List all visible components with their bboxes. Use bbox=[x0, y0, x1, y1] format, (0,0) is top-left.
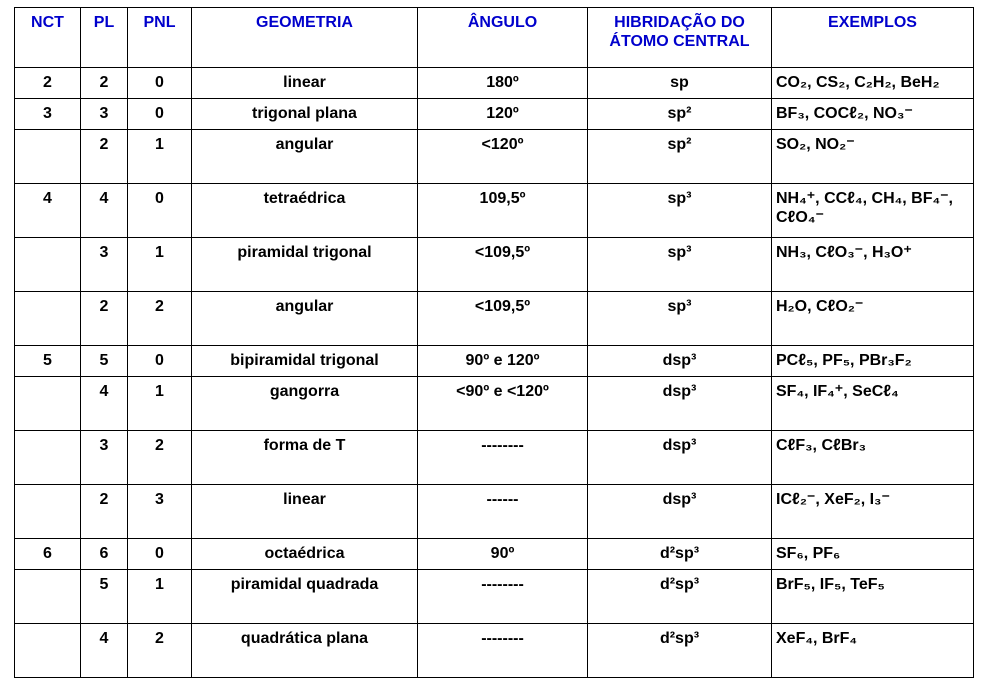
cell-nct bbox=[15, 570, 81, 624]
molecular-geometry-table bbox=[14, 7, 974, 678]
cell-angulo: <90º e <120º bbox=[418, 377, 588, 431]
cell-pnl: 0 bbox=[128, 184, 192, 238]
cell-nct bbox=[15, 238, 81, 292]
cell-exemplos: ICℓ₂⁻, XeF₂, I₃⁻ bbox=[772, 485, 974, 539]
table-row bbox=[15, 184, 974, 238]
cell-geometria: piramidal quadrada bbox=[192, 570, 418, 624]
cell-exemplos: H₂O, CℓO₂⁻ bbox=[772, 292, 974, 346]
cell-geometria: forma de T bbox=[192, 431, 418, 485]
cell-geometria: tetraédrica bbox=[192, 184, 418, 238]
cell-nct bbox=[15, 431, 81, 485]
cell-nct: 2 bbox=[15, 68, 81, 99]
cell-hibridacao: dsp³ bbox=[588, 485, 772, 539]
table-row bbox=[15, 570, 974, 624]
cell-nct bbox=[15, 624, 81, 678]
cell-angulo: ------ bbox=[418, 485, 588, 539]
cell-geometria: gangorra bbox=[192, 377, 418, 431]
cell-pl: 2 bbox=[81, 292, 128, 346]
cell-hibridacao: dsp³ bbox=[588, 346, 772, 377]
cell-geometria: angular bbox=[192, 292, 418, 346]
cell-nct: 6 bbox=[15, 539, 81, 570]
cell-hibridacao: dsp³ bbox=[588, 377, 772, 431]
cell-hibridacao: d²sp³ bbox=[588, 624, 772, 678]
cell-geometria: linear bbox=[192, 485, 418, 539]
cell-angulo: -------- bbox=[418, 624, 588, 678]
cell-pl: 3 bbox=[81, 431, 128, 485]
cell-pnl: 3 bbox=[128, 485, 192, 539]
cell-pl: 4 bbox=[81, 624, 128, 678]
table-row bbox=[15, 539, 974, 570]
table-row bbox=[15, 68, 974, 99]
cell-pnl: 0 bbox=[128, 346, 192, 377]
cell-angulo: <120º bbox=[418, 130, 588, 184]
cell-hibridacao: d²sp³ bbox=[588, 570, 772, 624]
header-geometria: GEOMETRIA bbox=[192, 8, 418, 68]
header-pnl: PNL bbox=[128, 8, 192, 68]
cell-hibridacao: dsp³ bbox=[588, 431, 772, 485]
cell-geometria: angular bbox=[192, 130, 418, 184]
cell-pl: 5 bbox=[81, 570, 128, 624]
cell-angulo: 90º e 120º bbox=[418, 346, 588, 377]
cell-hibridacao: sp² bbox=[588, 99, 772, 130]
cell-pnl: 1 bbox=[128, 238, 192, 292]
cell-nct: 3 bbox=[15, 99, 81, 130]
cell-exemplos: SF₆, PF₆ bbox=[772, 539, 974, 570]
cell-angulo: <109,5º bbox=[418, 292, 588, 346]
cell-geometria: quadrática plana bbox=[192, 624, 418, 678]
cell-pl: 6 bbox=[81, 539, 128, 570]
cell-exemplos: BF₃, COCℓ₂, NO₃⁻ bbox=[772, 99, 974, 130]
table-row bbox=[15, 238, 974, 292]
cell-geometria: linear bbox=[192, 68, 418, 99]
table-row bbox=[15, 130, 974, 184]
cell-angulo: -------- bbox=[418, 431, 588, 485]
cell-pl: 4 bbox=[81, 184, 128, 238]
cell-hibridacao: sp³ bbox=[588, 292, 772, 346]
cell-nct bbox=[15, 377, 81, 431]
cell-geometria: bipiramidal trigonal bbox=[192, 346, 418, 377]
cell-pnl: 2 bbox=[128, 624, 192, 678]
header-row bbox=[15, 8, 974, 68]
cell-exemplos: PCℓ₅, PF₅, PBr₃F₂ bbox=[772, 346, 974, 377]
cell-exemplos: CℓF₃, CℓBr₃ bbox=[772, 431, 974, 485]
cell-geometria: piramidal trigonal bbox=[192, 238, 418, 292]
cell-pl: 2 bbox=[81, 68, 128, 99]
cell-angulo: 180º bbox=[418, 68, 588, 99]
cell-pl: 3 bbox=[81, 99, 128, 130]
table-row bbox=[15, 346, 974, 377]
table-row bbox=[15, 624, 974, 678]
cell-pnl: 0 bbox=[128, 539, 192, 570]
cell-angulo: -------- bbox=[418, 570, 588, 624]
table-row bbox=[15, 485, 974, 539]
header-hibridacao: HIBRIDAÇÃO DO ÁTOMO CENTRAL bbox=[588, 8, 772, 68]
cell-pnl: 2 bbox=[128, 431, 192, 485]
header-nct: NCT bbox=[15, 8, 81, 68]
cell-exemplos: CO₂, CS₂, C₂H₂, BeH₂ bbox=[772, 68, 974, 99]
table-row bbox=[15, 377, 974, 431]
cell-pl: 5 bbox=[81, 346, 128, 377]
cell-exemplos: NH₃, CℓO₃⁻, H₃O⁺ bbox=[772, 238, 974, 292]
table-row bbox=[15, 99, 974, 130]
header-exemplos: EXEMPLOS bbox=[772, 8, 974, 68]
cell-angulo: 90º bbox=[418, 539, 588, 570]
cell-nct bbox=[15, 130, 81, 184]
table-row bbox=[15, 431, 974, 485]
cell-nct: 5 bbox=[15, 346, 81, 377]
cell-pnl: 2 bbox=[128, 292, 192, 346]
cell-pnl: 1 bbox=[128, 130, 192, 184]
cell-exemplos: SF₄, IF₄⁺, SeCℓ₄ bbox=[772, 377, 974, 431]
cell-hibridacao: sp³ bbox=[588, 238, 772, 292]
cell-hibridacao: sp³ bbox=[588, 184, 772, 238]
header-angulo: ÂNGULO bbox=[418, 8, 588, 68]
cell-pnl: 1 bbox=[128, 570, 192, 624]
cell-pl: 4 bbox=[81, 377, 128, 431]
cell-hibridacao: sp bbox=[588, 68, 772, 99]
cell-geometria: trigonal plana bbox=[192, 99, 418, 130]
cell-exemplos: BrF₅, IF₅, TeF₅ bbox=[772, 570, 974, 624]
cell-hibridacao: sp² bbox=[588, 130, 772, 184]
cell-exemplos: XeF₄, BrF₄ bbox=[772, 624, 974, 678]
table-row bbox=[15, 292, 974, 346]
cell-angulo: <109,5º bbox=[418, 238, 588, 292]
cell-exemplos: NH₄⁺, CCℓ₄, CH₄, BF₄⁻, CℓO₄⁻ bbox=[772, 184, 974, 238]
cell-pnl: 1 bbox=[128, 377, 192, 431]
cell-angulo: 120º bbox=[418, 99, 588, 130]
cell-pl: 2 bbox=[81, 485, 128, 539]
cell-nct bbox=[15, 292, 81, 346]
header-pl: PL bbox=[81, 8, 128, 68]
cell-angulo: 109,5º bbox=[418, 184, 588, 238]
cell-geometria: octaédrica bbox=[192, 539, 418, 570]
cell-pnl: 0 bbox=[128, 99, 192, 130]
document-page bbox=[14, 7, 974, 678]
cell-pl: 2 bbox=[81, 130, 128, 184]
cell-exemplos: SO₂, NO₂⁻ bbox=[772, 130, 974, 184]
cell-hibridacao: d²sp³ bbox=[588, 539, 772, 570]
cell-pl: 3 bbox=[81, 238, 128, 292]
cell-nct: 4 bbox=[15, 184, 81, 238]
cell-pnl: 0 bbox=[128, 68, 192, 99]
cell-nct bbox=[15, 485, 81, 539]
